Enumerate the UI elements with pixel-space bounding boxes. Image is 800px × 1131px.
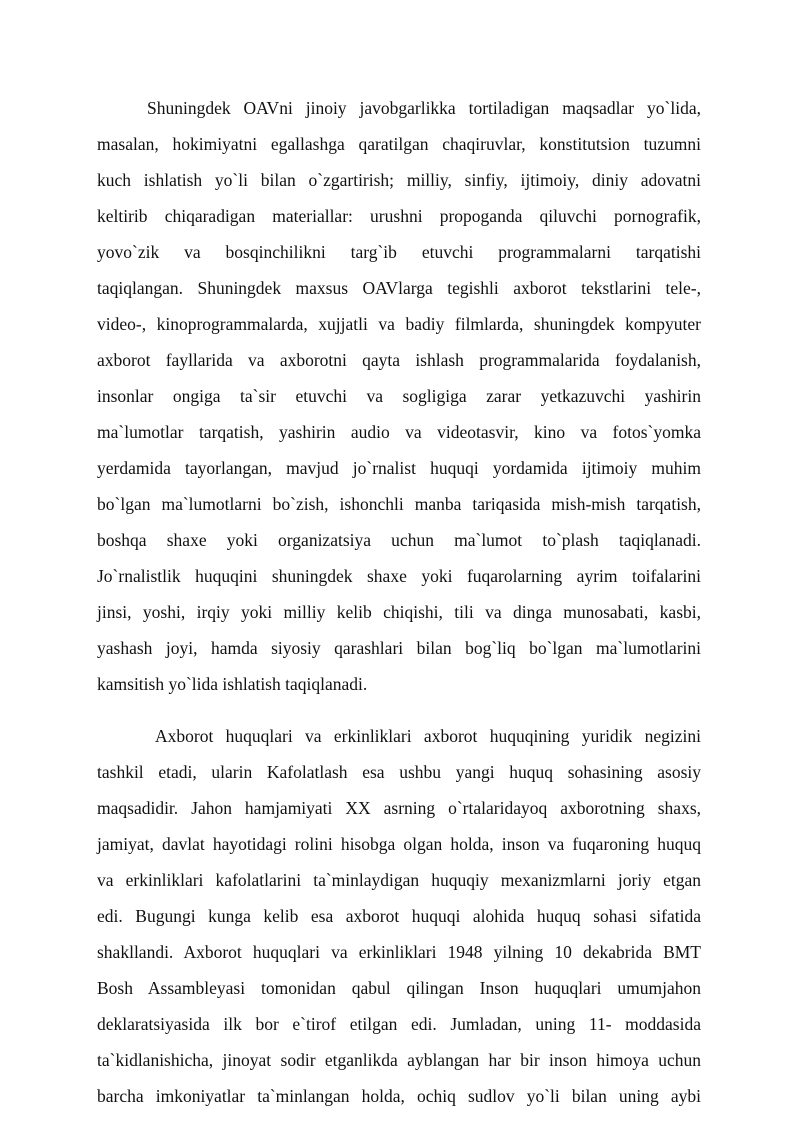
paragraph-1-line: ma`lumotlar tarqatish, yashirin audio va videotasvir, kino va fotos`yomka bbox=[97, 422, 701, 442]
paragraph-1-line: Shuningdek OAVni jinoiy javobgarlikka tortiladigan maqsadlar yo`lida, bbox=[147, 98, 701, 118]
paragraph-2-line: ta`kidlanishicha, jinoyat sodir etganlikda ayblangan har bir inson himoya uchun bbox=[97, 1050, 701, 1070]
paragraph-2-line: deklaratsiyasida ilk bor e`tirof etilgan edi. Jumladan, uning 11- moddasida bbox=[97, 1014, 701, 1034]
paragraph-1-line: bo`lgan ma`lumotlarni bo`zish, ishonchli manba tariqasida mish-mish tarqatish, bbox=[97, 494, 701, 514]
paragraph-2-line: jamiyat, davlat hayotidagi rolini hisobga olgan holda, inson va fuqaroning huquq bbox=[97, 834, 701, 854]
paragraph-1-line: kamsitish yo`lida ishlatish taqiqlanadi. bbox=[97, 674, 368, 694]
paragraph-1-line: yerdamida tayorlangan, mavjud jo`rnalist huquqi yordamida ijtimoiy muhim bbox=[97, 458, 701, 478]
paragraph-1-line: boshqa shaxe yoki organizatsiya uchun ma`lumot to`plash taqiqlanadi. bbox=[97, 530, 701, 550]
paragraph-1-line: video-, kinoprogrammalarda, xujjatli va badiy filmlarda, shuningdek kompyuter bbox=[97, 314, 701, 334]
paragraph-1-line: jinsi, yoshi, irqiy yoki milliy kelib chiqishi, tili va dinga munosabati, kasbi, bbox=[97, 602, 701, 622]
paragraph-1-line: taqiqlangan. Shuningdek maxsus OAVlarga tegishli axborot tekstlarini tele-, bbox=[97, 278, 701, 298]
paragraph-2-line: Axborot huquqlari va erkinliklari axborot huquqining yuridik negizini bbox=[155, 726, 701, 746]
paragraph-1-line: yovo`zik va bosqinchilikni targ`ib etuvchi programmalarni tarqatishi bbox=[97, 242, 701, 262]
paragraph-1-line: keltirib chiqaradigan materiallar: urushni propoganda qiluvchi pornografik, bbox=[97, 206, 701, 226]
paragraph-2-line: tashkil etadi, ularin Kafolatlash esa ushbu yangi huquq sohasining asosiy bbox=[97, 762, 701, 782]
paragraph-1-line: kuch ishlatish yo`li bilan o`zgartirish; milliy, sinfiy, ijtimoiy, diniy adovatni bbox=[97, 170, 701, 190]
paragraph-1-line: Jo`rnalistlik huquqini shuningdek shaxe yoki fuqarolarning ayrim toifalarini bbox=[97, 566, 701, 586]
paragraph-1-line: insonlar ongiga ta`sir etuvchi va sogligiga zarar yetkazuvchi yashirin bbox=[97, 386, 701, 406]
paragraph-2-line: va erkinliklari kafolatlarini ta`minlaydigan huquqiy mexanizmlarni joriy etgan bbox=[97, 870, 701, 890]
paragraph-1-line: yashash joyi, hamda siyosiy qarashlari bilan bog`liq bo`lgan ma`lumotlarini bbox=[97, 638, 701, 658]
paragraph-2-line: barcha imkoniyatlar ta`minlangan holda, ochiq sudlov yo`li bilan uning aybi bbox=[97, 1086, 701, 1106]
paragraph-2-line: Bosh Assambleyasi tomonidan qabul qilingan Inson huquqlari umumjahon bbox=[97, 978, 701, 998]
paragraph-1-line: masalan, hokimiyatni egallashga qaratilgan chaqiruvlar, konstitutsion tuzumni bbox=[97, 134, 701, 154]
paragraph-2-line: edi. Bugungi kunga kelib esa axborot huquqi alohida huquq sohasi sifatida bbox=[97, 906, 701, 926]
paragraph-2-line: shakllandi. Axborot huquqlari va erkinliklari 1948 yilning 10 dekabrida BMT bbox=[97, 942, 701, 962]
paragraph-1-line: axborot fayllarida va axborotni qayta ishlash programmalarida foydalanish, bbox=[97, 350, 701, 370]
paragraph-2-line: maqsadidir. Jahon hamjamiyati XX asrning o`rtalaridayoq axborotning shaxs, bbox=[97, 798, 701, 818]
